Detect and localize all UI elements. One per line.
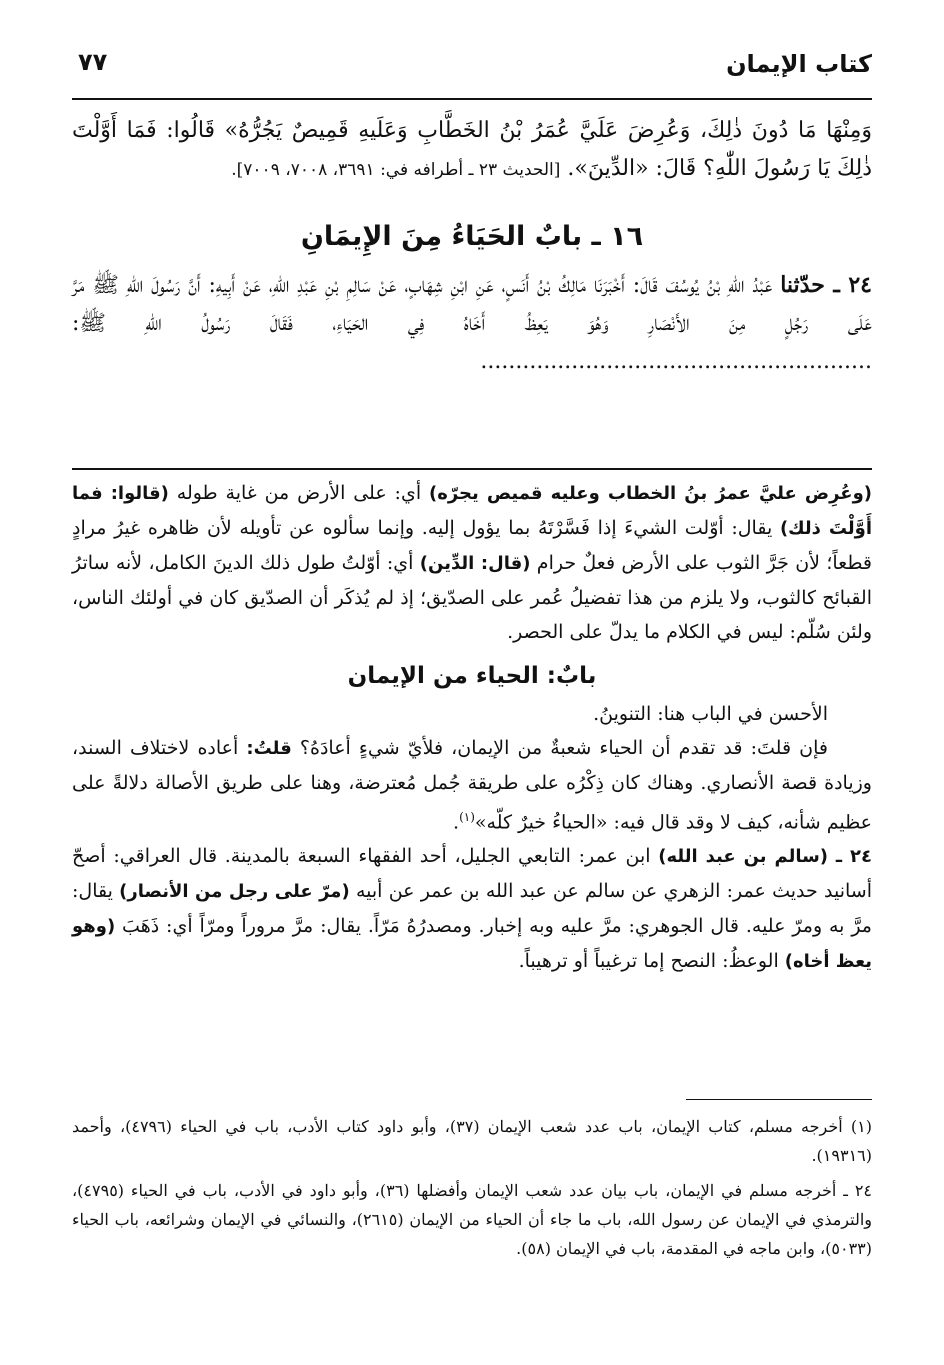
hadith-continuation: وَمِنْهَا مَا دُونَ ذٰلِكَ، وَعُرِضَ عَلَيَّ عُمَرُ بْنُ الخَطَّابِ وَعَلَيهِ قَمِيصٌ يَجُرُّهُ» قَالُوا: فَمَا أَوَّلْتَ ذٰلِكَ يَا رَسُولَ اللّٰهِ؟ قَالَ: «الدِّينَ». bbox=[72, 118, 872, 181]
commentary-paragraph bbox=[72, 839, 872, 979]
quoted-phrase: (مرّ على رجل من الأنصار) bbox=[119, 881, 350, 903]
quoted-phrase: قلتُ: bbox=[246, 738, 292, 759]
running-title: كتاب الإيمان bbox=[726, 50, 872, 78]
commentary-text: . bbox=[453, 811, 460, 834]
hadith-dots: ........................................................ bbox=[480, 349, 872, 374]
commentary-block bbox=[72, 476, 872, 979]
commentary-paragraph bbox=[72, 697, 872, 731]
quoted-phrase: ٢٤ ـ (سالم بن عبد الله) bbox=[658, 846, 872, 868]
hadith-text-block bbox=[72, 112, 872, 381]
hadith-reference: [الحديث ٢٣ ـ أطرافه في: ٣٦٩١، ٧٠٠٨، ٧٠٠٩]. bbox=[231, 160, 561, 180]
hadith-number: ٢٤ ـ حدّثنا bbox=[780, 272, 872, 298]
commentary-paragraph bbox=[72, 731, 872, 839]
commentary-text: يقال: مرَّ به ومرّ عليه. قال الجوهري: مرَّ عليه وبه إخبار. ومصدرُهُ مَرّاً. يقال: مرَّ مروراً ومرّاً أي: ذَهَبَ bbox=[72, 880, 872, 938]
commentary-text: يقال: أوّلت الشيءَ إذا فَسَّرْتَهُ بما يؤول إليه. وإنما سألوه عن تأويله لأن ظاهره غيرُ مرادٍ قطعاً؛ لأن جَرَّ الثوب على الأرض فعلٌ حرام bbox=[72, 517, 872, 574]
footnote-divider bbox=[686, 1099, 872, 1100]
commentary-text: أعاده لاختلاف السند، وزيادة قصة الأنصاري. وهناك كان ذِكْرُه على طريقة جُمل مُعترضة، وهنا على طريق الأصالة دلالةً على عظيم شأنه، كيف لا وقد قال فيه: «الحياءُ خيرٌ كلّه» bbox=[72, 737, 872, 834]
commentary-text: أي: على الأرض من غاية طوله bbox=[168, 482, 429, 504]
commentary-text: الوعظُ: النصح إما ترغيباً أو ترهيباً. bbox=[518, 950, 785, 973]
footnote: (١) أخرجه مسلم، كتاب الإيمان، باب عدد شعب الإيمان (٣٧)، وأبو داود كتاب الأدب، باب في الحياء (٤٧٩٦)، وأحمد (١٩٣١٦). bbox=[72, 1117, 873, 1165]
quoted-phrase: (قال: الدِّين) bbox=[419, 553, 531, 574]
section-divider bbox=[72, 468, 872, 470]
page-number: ٧٧ bbox=[78, 48, 108, 76]
hadith-paragraph bbox=[72, 266, 872, 381]
commentary-chapter-title: بابٌ: الحياء من الإيمان bbox=[347, 663, 597, 689]
quoted-phrase: (وعُرِض عليَّ عمرُ بنُ الخطاب وعليه قميص يجرّه) bbox=[428, 483, 873, 504]
chapter-title: ١٦ ـ بابٌ الحَيَاءُ مِنَ الإِيمَانِ bbox=[300, 221, 644, 252]
commentary-text: الأحسن في الباب هنا: التنوينُ. bbox=[593, 703, 828, 725]
hadith-chain-text: عَبْدُ اللّٰهِ بْنُ يُوسُفَ قَالَ: أَخْبَرَنَا مَالِكُ بْنُ أَنَسٍ، عَنِ ابْنِ شِهَابٍ، عَنْ سَالِمِ بْنِ عَبْدِ اللّٰهِ، عَنْ أَبِيهِ: أَنَّ رَسُولَ اللّٰهِ ﷺ مَرَّ عَلَى رَجُلٍ مِنَ الأَنْصَارِ وَهُوَ يَعِظُ أَخَاهُ فِي الحَيَاءِ، فَقَالَ رَسُولُ اللّٰهِ ﷺ: bbox=[72, 273, 872, 336]
commentary-paragraph bbox=[72, 476, 872, 649]
hadith-paragraph bbox=[72, 112, 872, 189]
page-header bbox=[72, 42, 872, 100]
commentary-text: ابن عمر: التابعي الجليل، أحد الفقهاء السبعة بالمدينة. قال العراقي: أصحّ أسانيد حديث عمر: الزهري عن سالم عن عبد الله بن عمر عن أبيه bbox=[72, 845, 872, 903]
quoted-phrase: (قالوا: فما أَوَّلْتَ ذلك) bbox=[72, 483, 872, 539]
footnote: ٢٤ ـ أخرجه مسلم في الإيمان، باب بيان عدد شعب الإيمان وأفضلها (٣٦)، وأبو داود في الأدب، باب في الحياء (٤٧٩٥)، والترمذي في الإيمان عن رسول الله، باب ما جاء أن الحياء من الإيمان (٢٦١٥)، والنسائي في الإيمان وشرائعه، باب الحياء (٥٠٣٣)، وابن ماجه في المقدمة، باب في الإيمان (٥٨). bbox=[72, 1181, 873, 1258]
quoted-phrase: (وهو يعظ أخاه) bbox=[72, 916, 872, 973]
commentary-text: أي: أوّلتُ طول ذلك الدينَ الكامل، لأنه ساترُ القبائح كالثوب، ولا يلزم من هذا تفضيلُ عُمر على الصدّيق؛ إذ لم يُذكَر أن الصدّيق كان في أولئك الناس، ولئن سُلّم: ليس في الكلام ما يدلّ على الحصر. bbox=[72, 552, 872, 643]
footnote-marker: (١) bbox=[459, 810, 475, 824]
commentary-text: فإن قلتَ: قد تقدم أن الحياء شعبةٌ من الإيمان، فلأيّ شيءٍ أعادَهُ؟ bbox=[291, 737, 828, 759]
footnotes-block bbox=[72, 1112, 872, 1269]
